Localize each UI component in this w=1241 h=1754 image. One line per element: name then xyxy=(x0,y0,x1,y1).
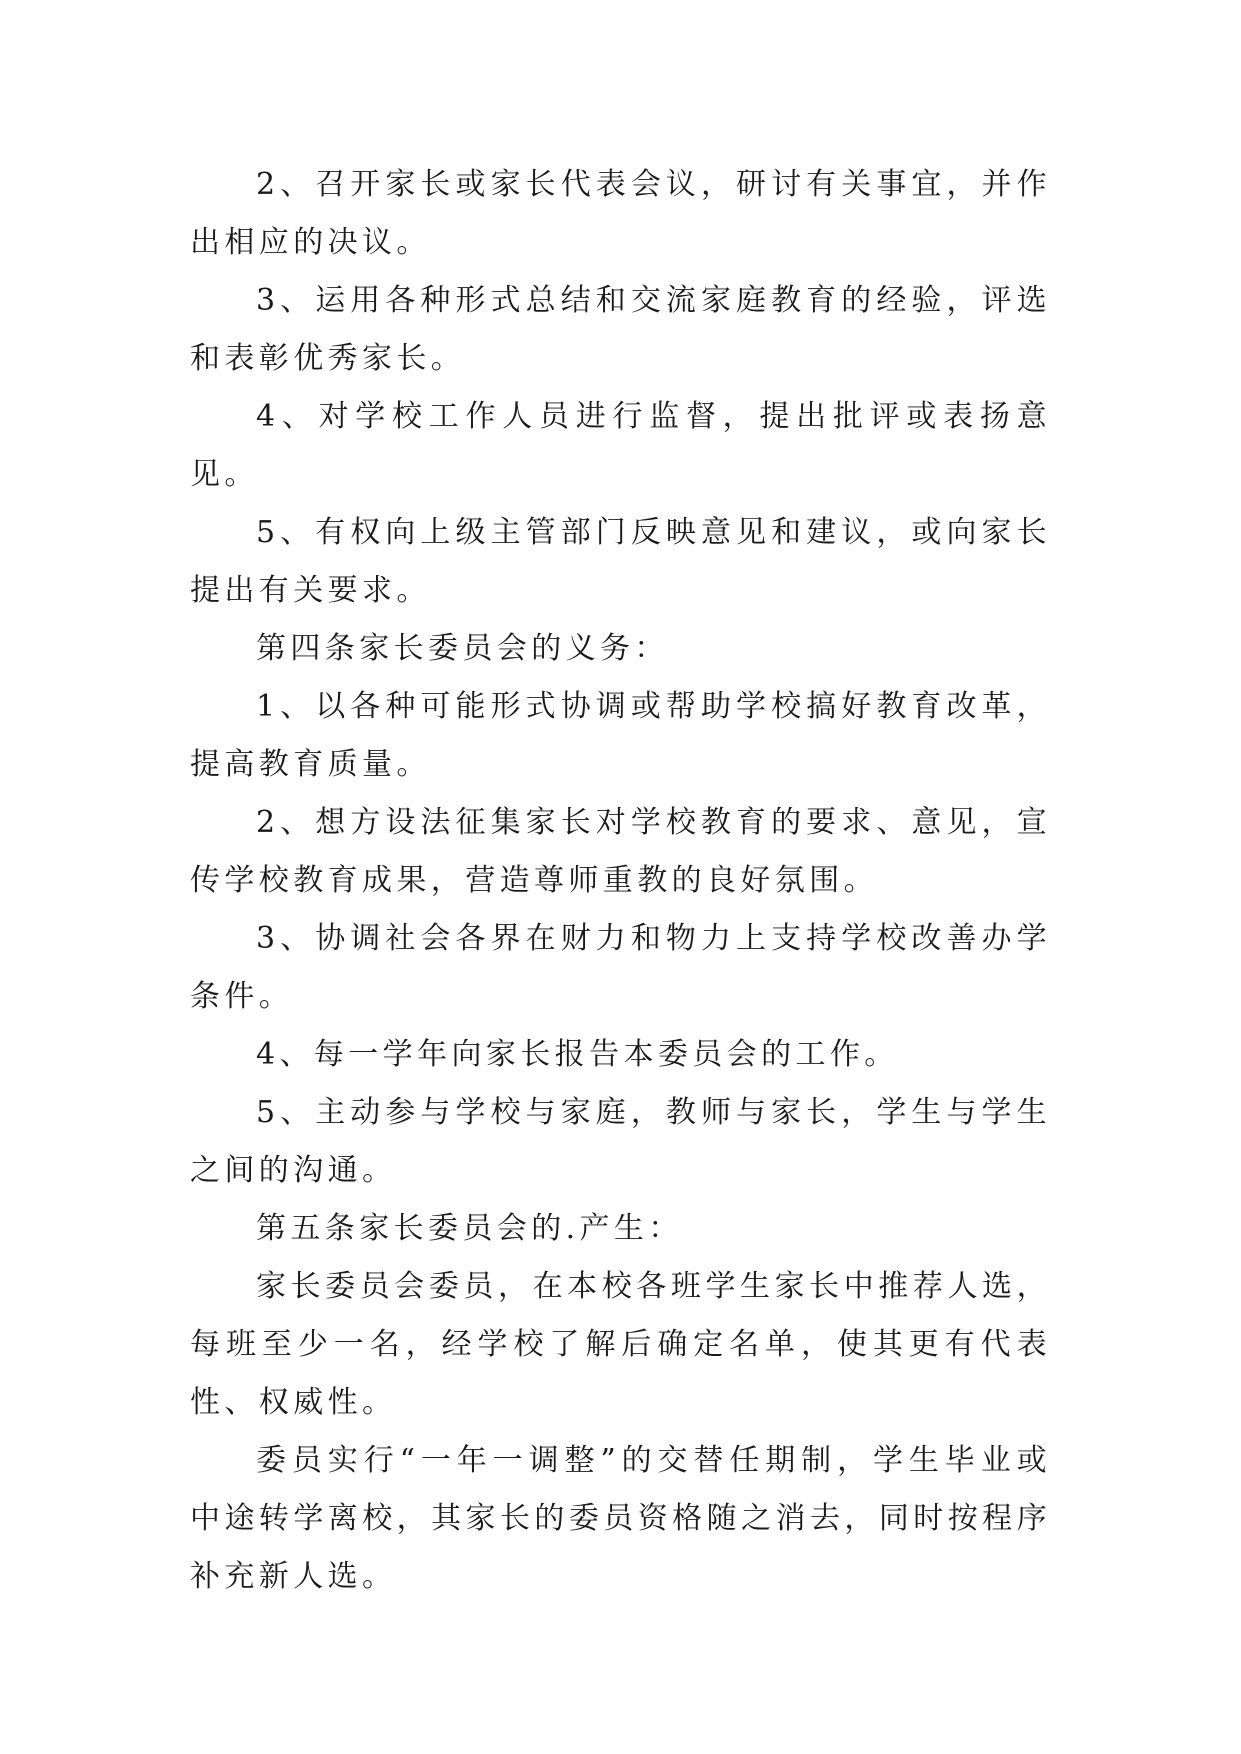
paragraph-duty-5: 5、主动参与学校与家庭，教师与家长，学生与学生之间的沟通。 xyxy=(190,1095,1051,1188)
paragraph-right-2: 2、召开家长或家长代表会议，研讨有关事宜，并作出相应的决议。 xyxy=(190,167,1051,260)
paragraph-duty-4: 4、每一学年向家长报告本委员会的工作。 xyxy=(256,1037,899,1072)
paragraph-right-3: 3、运用各种形式总结和交流家庭教育的经验，评选和表彰优秀家长。 xyxy=(190,283,1051,376)
section-heading-article-4: 第四条家长委员会的义务： xyxy=(256,631,669,666)
paragraph-duty-2: 2、想方设法征集家长对学校教育的要求、意见，宣传学校教育成果，营造尊师重教的良好氛围。 xyxy=(190,805,1051,898)
paragraph-selection: 家长委员会委员，在本校各班学生家长中推荐人选，每班至少一名，经学校了解后确定名单，使其更有代表性、权威性。 xyxy=(190,1269,1051,1420)
paragraph-duty-1: 1、以各种可能形式协调或帮助学校搞好教育改革，提高教育质量。 xyxy=(190,689,1051,782)
paragraph-term: 委员实行“一年一调整”的交替任期制，学生毕业或中途转学离校，其家长的委员资格随之消去，同时按程序补充新人选。 xyxy=(190,1443,1051,1594)
paragraph-duty-3: 3、协调社会各界在财力和物力上支持学校改善办学条件。 xyxy=(190,921,1051,1014)
paragraph-right-4: 4、对学校工作人员进行监督，提出批评或表扬意见。 xyxy=(190,399,1051,492)
section-heading-article-5: 第五条家长委员会的.产生： xyxy=(256,1211,683,1246)
paragraph-right-5: 5、有权向上级主管部门反映意见和建议，或向家长提出有关要求。 xyxy=(190,515,1051,608)
